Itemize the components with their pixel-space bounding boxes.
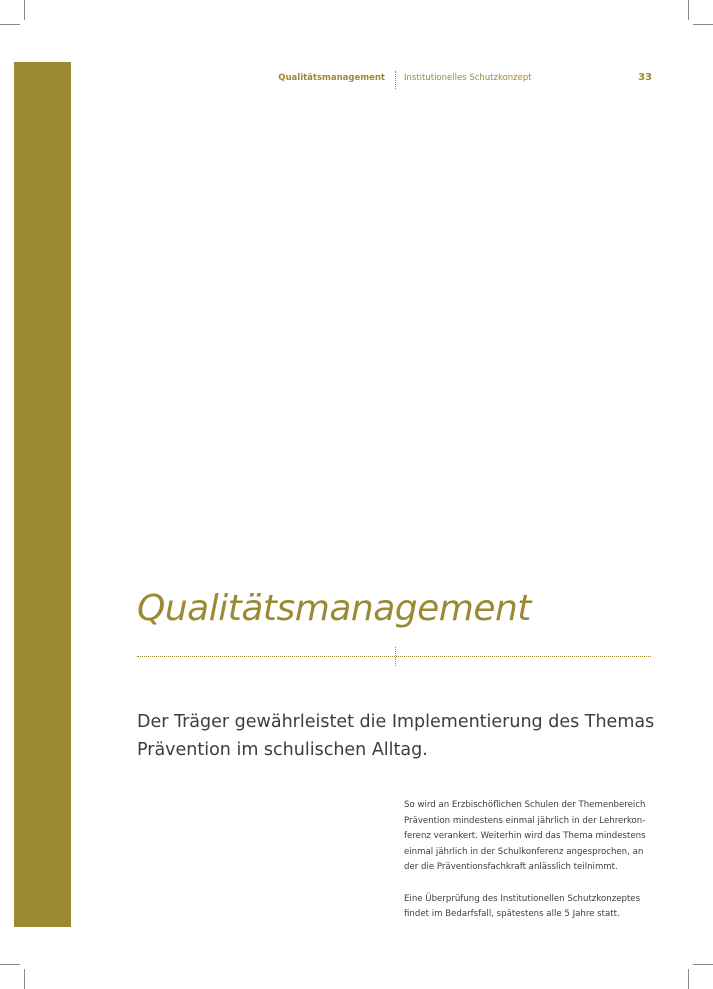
- body-paragraph-1: [404, 798, 654, 876]
- running-header: [0, 71, 713, 87]
- crop-mark-bottom-left-h: [0, 964, 20, 965]
- page-number: 33: [638, 72, 652, 83]
- sidebar-color-band: [14, 62, 71, 927]
- body-line: Prävention mindestens einmal jährlich in der Lehrerkon-: [404, 815, 646, 826]
- body-line: der die Präventionsfachkraft anlässlich teilnimmt.: [404, 862, 618, 873]
- header-section-title: Qualitätsmanagement: [278, 73, 385, 83]
- body-line: einmal jährlich in der Schulkonferenz angesprochen, an: [404, 846, 644, 857]
- body-line: Eine Überprüfung des Institutionellen Schutzkonzeptes: [404, 893, 641, 904]
- body-text: [404, 798, 654, 923]
- body-line: findet im Bedarfsfall, spätestens alle 5 Jahre statt.: [404, 909, 620, 920]
- lead-paragraph: Der Träger gewährleistet die Implementierung des Themas Prävention im schulischen Alltag.: [137, 712, 655, 760]
- header-document-title: Institutionelles Schutzkonzept: [404, 73, 532, 83]
- crop-mark-top-left: [24, 0, 25, 20]
- crop-mark-bottom-left: [24, 969, 25, 989]
- crop-mark-top-left-h: [0, 24, 20, 25]
- title-divider-tick: [395, 647, 396, 666]
- body-line: So wird an Erzbischöflichen Schulen der Themenbereich: [404, 800, 646, 810]
- page-title: Qualitätsmanagement: [137, 588, 531, 629]
- crop-mark-top-right-h: [693, 24, 713, 25]
- crop-mark-bottom-right-h: [693, 964, 713, 965]
- body-line: ferenz verankert. Weiterhin wird das Thema mindestens: [404, 831, 646, 842]
- body-paragraph-2: [404, 892, 654, 923]
- title-divider: [137, 656, 651, 657]
- crop-mark-top-right: [688, 0, 689, 20]
- crop-mark-bottom-right: [688, 969, 689, 989]
- header-divider: [395, 71, 396, 89]
